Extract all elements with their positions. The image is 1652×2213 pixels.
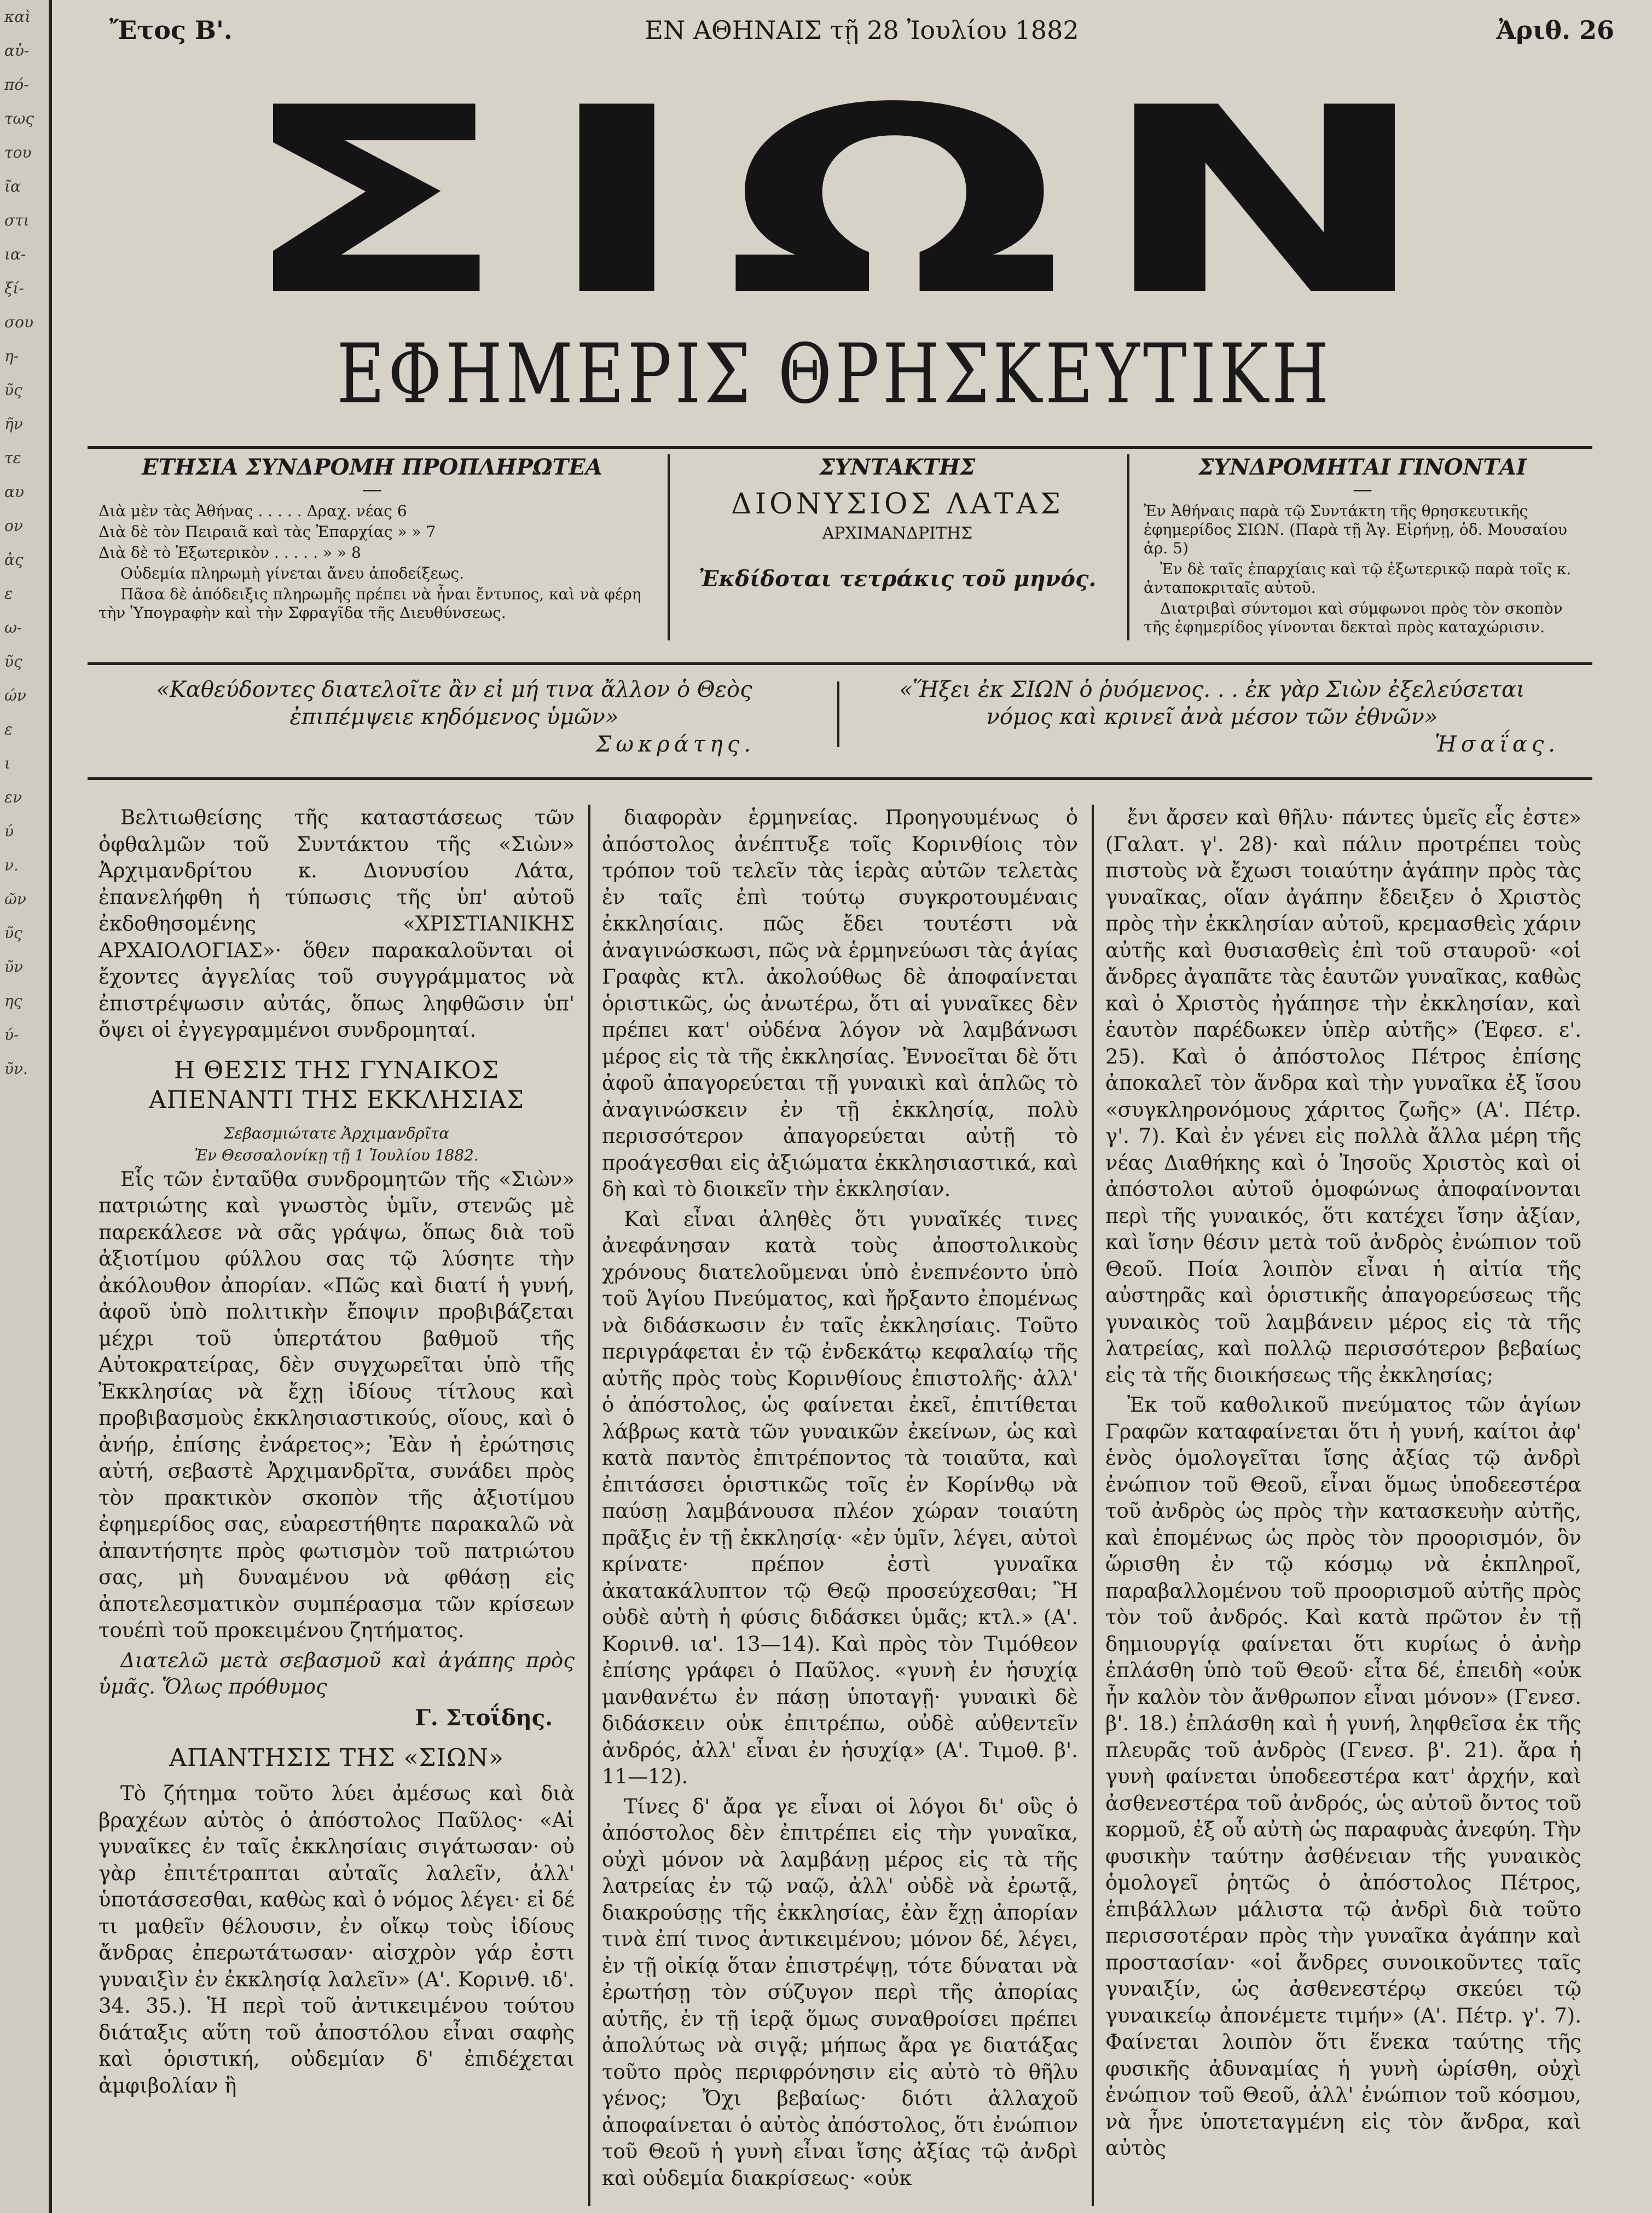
info-panel — [88, 454, 1592, 657]
mottos-divider — [837, 681, 839, 747]
rule-mottos-top — [88, 662, 1592, 665]
letter-salutation: Σεβασμιώτατε Ἀρχιμανδρῖτα — [223, 1124, 450, 1142]
gutter-fragment: ύ — [4, 822, 14, 840]
gutter-fragment: ε — [4, 720, 13, 738]
reply-paragraph-5: ἔνι ἄρσεν καὶ θῆλυ· πάντες ὑμεῖς εἷς ἐστε» (Γαλατ. γ'. 28)· καὶ πάλιν προτρέπει τοὺς πιστοὺς νὰ ἔχωσι τοιαύτην ἀγάπην πρὸς τὰς γυναῖκας, οἵαν ἀγάπην ἔδειξεν ὁ Χριστὸς πρὸς τὴν ἐκκλησίαν αὐτοῦ, κρεμασθεὶς χάριν αὐτῆς καὶ θυσιασθεὶς ἐπὶ τοῦ σταυροῦ· «οἱ ἄνδρες ἀγαπᾶτε τὰς ἑαυτῶν γυναῖκας, καθὼς καὶ ὁ Χριστὸς ἠγάπησε τὴν ἐκκλησίαν, καὶ ἑαυτὸν παρέδωκεν ὑπὲρ αὐτῆς» (Ἐφεσ. ε'. 25). Καὶ ὁ ἀπόστολος Πέτρος ἐπίσης ἀποκαλεῖ τὸν ἄνδρα καὶ τὴν γυναῖκα ἐξ ἴσου «συγκληρονόμους χάριτος ζωῆς» (Α'. Πέτρ. γ'. 7). Καὶ ἐν γένει εἰς πολλὰ ἄλλα μέρη τῆς νέας Διαθήκης καὶ ὁ Ἰησοῦς Χριστὸς καὶ οἱ ἀπόστολοι αὐτοῦ ὁμοφώνως ἀποφαίνονται περὶ τῆς γυναικός, ὅτι κατέχει ἴσην ἀξίαν, καὶ ἴσην θέσιν μετὰ τοῦ ἀνδρὸς ἐνώπιον τοῦ Θεοῦ. Ποία λοιπὸν εἶναι ἡ αἰτία τῆς αὐστηρᾶς καὶ ὁριστικῆς ἀπαγορεύσεως τῆς γυναικὸς τοῦ λαμβάνειν μέρος εἰς τὰ τῆς λατρείας, καὶ πολλῷ περισσότερον βεβαίως εἰς τὰ τῆς διοικήσεως τῆς ἐκκλησίας; — [1105, 806, 1581, 1387]
gutter-fragment: ω- — [4, 619, 22, 637]
motto-isaiah — [865, 676, 1560, 758]
gutter-fragment: ῦν — [4, 958, 24, 976]
subscription-athens: Διὰ μὲν τὰς Ἀθήνας . . . . . Δραχ. νέας 6 — [98, 502, 407, 520]
reply-paragraph-6: Ἐκ τοῦ καθολικοῦ πνεύματος τῶν ἁγίων Γραφῶν καταφαίνεται ὅτι ἡ γυνή, καίτοι ἀφ' ἑνὸς ὁμολογεῖται ἴσης ἀξίας τῷ ἀνδρὶ ἐνώπιον τοῦ Θεοῦ, εἶναι ὅμως ὑποδεεστέρα τοῦ ἀνδρὸς ὡς πρὸς τὴν κατασκευὴν αὐτῆς, καὶ ἑπομένως ὡς πρὸς τὸν προορισμόν, ὃν ὥρισθη ἐν τῷ κόσμῳ νὰ ἐκπληροῖ, παραβαλλομένου τοῦ προορισμοῦ αὐτῆς πρὸς τὸν τοῦ ἀνδρός. Καὶ κατὰ πρῶτον ἐν τῇ δημιουργίᾳ φαίνεται ὅτι κυρίως ὁ ἀνὴρ ἐπλάσθη ὑπὸ τοῦ Θεοῦ· εἶτα δέ, ἐπειδὴ «οὐκ ἦν καλὸν τὸν ἄνθρωπον εἶναι μόνον» (Γενεσ. β'. 18.) ἐπλάσθη καὶ ἡ γυνή, ληφθεῖσα ἐκ τῆς πλευρᾶς τοῦ ἀνδρὸς (Γενεσ. β'. 21). ἄρα ἡ γυνὴ φαίνεται ὑποδεεστέρα κατ' ἀρχήν, καὶ ἀσθενεστέρα τοῦ ἀνδρός, ὡς αὐτοῦ ὄντος τοῦ κορμοῦ, ἐξ οὗ αὐτὴ ὡς παραφυὰς ἀνεφύη. Τὴν φυσικὴν ταύτην ἀσθένειαν τῆς γυναικὸς ὁμολογεῖ ῥητῶς ὁ ἀπόστολος Πέτρος, ἐπιβάλλων μάλιστα τῷ ἀνδρὶ διὰ τοῦτο περισσοτέραν πρὸς τὴν γυναῖκα ἀγάπην καὶ προστασίαν· «οἱ ἄνδρες συνοικοῦντες ταῖς γυναιξίν, ὡς ἀσθενεστέρῳ σκεύει τῷ γυναικείῳ ἀπονέμετε τιμήν» (Α'. Πέτρ. γ'. 7). Φαίνεται λοιπὸν ὅτι ἕνεκα ταύτης τῆς φυσικῆς ἀδυναμίας ἡ γυνὴ ὡρίσθη, οὐχὶ ἐνώπιον τοῦ Θεοῦ, ἀλλ' ἐνώπιον τοῦ κόσμου, νὰ ἦνε ὑποτεταγμένη εἰς τὸν ἄνδρα, καὶ αὐτὸς — [1105, 1393, 1581, 2160]
gutter-fragment: αυ — [4, 483, 24, 501]
subscribers-athens: Ἐν Ἀθήναις παρὰ τῷ Συντάκτη τῆς θρησκευτικῆς ἐφημερίδος ΣΙΩΝ. (Παρὰ τῇ Ἁγ. Εἰρήνῃ, ὁδ. Μουσαίου ἀρ. 5) — [1144, 502, 1567, 557]
gutter-fragment: ῦς — [4, 652, 22, 671]
subscription-box — [98, 454, 646, 640]
gutter-fragment: ης — [4, 992, 22, 1010]
gutter-fragment: ῶν — [4, 890, 26, 908]
year-label: Ἔτος Β'. — [109, 15, 233, 45]
reply-paragraph-3: Καὶ εἶναι ἀληθὲς ὅτι γυναῖκές τινες ἀνεφάνησαν κατὰ τοὺς ἀποστολικοὺς χρόνους διατελοῦμεναι ὑπὸ ἐνεπνέοντο ὑπὸ τοῦ Ἁγίου Πνεύματος, καὶ ἤρξαντο ἐπομένως νὰ διδάσκωσιν ἐν ταῖς ἐκκλησίαις. Τοῦτο περιγράφεται ἐν τῷ ἐνδεκάτῳ κεφαλαίῳ τῆς αὐτῆς πρὸς τοὺς Κορινθίους ἐπιστολῆς· ἀλλ' ὁ ἀπόστολος, ὡς φαίνεται ἐκεῖ, ἐπιτίθεται λάβρως κατὰ τῶν γυναικῶν ἐκείνων, ὡς καὶ κατὰ παντὸς ἐπιτρέποντος τὰ τοιαῦτα, καὶ ἐπιτάσσει ὁριστικῶς τοῖς ἐν Κορίνθῳ νὰ παύσῃ λαμβάνουσα πλέον χώραν τοιαύτη πρᾶξις ἐν τῇ ἐκκλησίᾳ· «ἐν ὑμῖν, λέγει, αὐτοὶ κρίνατε· πρέπον ἐστὶ γυναῖκα ἀκατακάλυπτον τῷ Θεῷ προσεύχεσθαι; Ἢ οὐδὲ αὐτὴ ἡ φύσις διδάσκει ὑμᾶς; κτλ.» (Α'. Κορινθ. ια'. 13—14). Καὶ πρὸς τὸν Τιμόθεον ἐπίσης γράφει ὁ Παῦλος. «γυνὴ ἐν ἡσυχίᾳ μανθανέτω ἐν πάσῃ ὑποταγῇ· γυναικὶ δὲ διδάσκειν οὐκ ἐπιτρέπω, οὐδὲ αὐθεντεῖν ἀνδρός, ἀλλ' εἶναι ἐν ἡσυχίᾳ» (Α'. Τιμοθ. β'. 11—12). — [602, 1207, 1078, 1788]
gutter-fragment: ῦς — [4, 924, 22, 942]
gutter-fragment: στι — [4, 211, 30, 229]
column-2 — [602, 805, 1078, 2195]
letter-closing: Διατελῶ μετὰ σεβασμοῦ καὶ ἀγάπης πρὸς ὑμᾶς. Ὅλως πρόθυμος — [98, 1648, 575, 1698]
editor-box — [684, 454, 1111, 640]
gutter-fragment: του — [4, 143, 32, 161]
gutter-fragment: τε — [4, 449, 21, 467]
reply-paragraph-4: Τίνες δ' ἄρα γε εἶναι οἱ λόγοι δι' οὓς ὁ ἀπόστολος δὲν ἐπιτρέπει εἰς τὴν γυναῖκα, οὐχὶ μόνον νὰ λαμβάνῃ μέρος εἰς τὰ τῆς λατρείας ἐν τῷ ναῷ, ἀλλ' οὐδὲ νὰ ἐρωτᾷ, διακρούσῃς τῆς ἐκκλησίας, ἐὰν ἔχῃ ἀπορίαν τινὰ ἐπί τινος ἀντικειμένου; μόνον δέ, λέγει, ἐν τῇ οἰκίᾳ ὅταν ἐπιστρέψῃ, τότε δύναται νὰ ἐρωτήσῃ τὸν σύζυγον περὶ τῆς ἀπορίας αὐτῆς, ἐν τῇ ἱερᾷ ὅμως συναθροίσει πρέπει ἀπολύτως νὰ σιγᾷ; μήπως ἄρα γε διατάξας τοῦτο πρὸς περιφρόνησιν εἰς αὐτὸ τὸ θῆλυ γένος; Ὄχι βεβαίως· διότι ἀλλαχοῦ ἀποφαίνεται ὁ αὐτὸς ἀπόστολος, ὅτι ἐνώπιον τοῦ Θεοῦ ἡ γυνὴ εἶναι ἴσης ἀξίας τῷ ἀνδρὶ καὶ οὐδεμία διακρίσεως· «οὐκ — [602, 1794, 1078, 2190]
subscribers-dash: — — [1353, 478, 1372, 501]
motto-socrates-author: Σωκράτης. — [596, 732, 755, 757]
letter-body: Εἷς τῶν ἐνταῦθα συνδρομητῶν τῆς «Σιὼν» πατριώτης καὶ γνωστὸς ὑμῖν, στενῶς μὲ παρεκάλεσε νὰ σᾶς γράψω, ὅπως διὰ τοῦ ἀξιοτίμου φύλλου σας τῷ λύσητε τὴν ἀκόλουθον ἀπορίαν. «Πῶς καὶ διατί ἡ γυνή, ἀφοῦ ὑπὸ πολιτικὴν ἔποψιν προβιβάζεται μέχρι τοῦ ὑπερτάτου βαθμοῦ τῆς Αὐτοκρατείρας, δὲν συγχωρεῖται ὑπὸ τῆς Ἐκκλησίας νὰ ἔχῃ ἰδίους τίτλους καὶ προβιβασμοὺς ἐκκλησιαστικούς, οἵους, καὶ ὁ ἀνήρ, ἐπίσης ἐνάρετος»; Ἐὰν ἡ ἐρώτησις αὐτή, σεβαστὲ Ἀρχιμανδρῖτα, συνάδει πρὸς τὸν πρακτικὸν σκοπὸν τῆς ἀξιοτίμου ἐφημερίδος σας, εὐαρεστήθητε παρακαλῶ νὰ ἀπαντήσητε πρὸς φωτισμὸν τοῦ πατριώτου σας, μὴ δυναμένου νὰ φθάσῃ εἰς ἀποτελεσματικὸν συμπέρασμα τῶν κρίσεων τουέπὶ τοῦ προκειμένου ζητήματος. — [98, 1167, 575, 1642]
gutter-fragment: εν — [4, 788, 22, 806]
motto-socrates — [153, 676, 755, 758]
editor-title: ΑΡΧΙΜΑΝΔΡΙΤΗΣ — [822, 524, 973, 543]
article-heading: Η ΘΕΣΙΣ ΤΗΣ ΓΥΝΑΙΚΟΣ ΑΠΕΝΑΝΤΙ ΤΗΣ ΕΚΚΛΗΣΙΑΣ — [149, 1056, 524, 1114]
mottos-row — [88, 676, 1592, 758]
gutter-fragment: ῆν — [4, 415, 23, 433]
reply-paragraph-2: διαφορὰν ἑρμηνείας. Προηγουμένως ὁ ἀπόστολος ἀνέπτυξε τοῖς Κορινθίοις τὸν τρόπον τοῦ τελεῖν τὰς ἱερὰς αὐτῶν τελετὰς ἐν ταῖς ἐπὶ τούτῳ συγκροτουμέναις ἐκκλησίαις. πῶς ἔδει τουτέστι νὰ ἀναγινώσκωσι, πῶς νὰ ἑρμηνεύωσι τὰς ἁγίας Γραφὰς κτλ. ἀκολούθως δὲ ἀποφαίνεται ὁριστικῶς, ὡς ἀνωτέρω, ὅτι αἱ γυναῖκες δὲν πρέπει κατ' οὐδένα λόγον νὰ λαμβάνωσι μέρος εἰς τὰ τῆς ἐκκλησίας. Ἐννοεῖται δὲ ὅτι ἀφοῦ ἀπαγορεύεται τῇ γυναικὶ καὶ ἁπλῶς τὸ ἀναγινώσκειν ἐν τῇ ἐκκλησίᾳ, πολὺ περισσότερον ἀπαγορεύεται αὐτῇ τὸ προάγεσθαι εἰς ἀξιώματα ἐκκλησιαστικά, καὶ δὴ καὶ τὸ διοικεῖν τὴν ἐκκλησίαν. — [602, 806, 1078, 1201]
motto-isaiah-author: Ἡσαΐας. — [1435, 732, 1560, 757]
column-1 — [98, 805, 575, 2102]
adjacent-page-margin — [0, 0, 52, 2213]
gutter-fragment: καὶ — [4, 8, 31, 26]
subscribers-box — [1144, 454, 1581, 640]
letter-signature: Γ. Στοΐδης. — [415, 1704, 553, 1731]
gutter-fragment: ῖα — [4, 177, 21, 195]
announcement: Βελτιωθείσης τῆς καταστάσεως τῶν ὀφθαλμῶν τοῦ Συντάκτου τῆς «Σιὼν» Ἀρχιμανδρίτου κ. Διονυσίου Λάτα, ἐπανελήφθη ἡ τύπωσις τῆς ὑπ' αὐτοῦ ἐκδοθησομένης «ΧΡΙΣΤΙΑΝΙΚΗΣ ΑΡΧΑΙΟΛΟΓΙΑΣ»· ὅθεν παρακαλοῦνται οἱ ἔχοντες ἀγγελίας τοῦ συγγράμματος νὰ ἐπιστρέψωσιν αὐτάς, ὅπως ληφθῶσιν ὑπ' ὄψει οἱ ἐγγεγραμμένοι συνδρομηταί. — [98, 806, 575, 1042]
gutter-fragment: αὐ- — [4, 42, 30, 60]
newspaper-page — [88, 0, 1636, 2213]
subscription-receipt-rule: Πᾶσα δὲ ἀπόδειξις πληρωμῆς πρέπει νὰ ἦναι ἔντυπος, καὶ νὰ φέρη τὴν Ὑπογραφὴν καὶ τὴν Σφραγῖδα τῆς Διευθύνσεως. — [98, 585, 641, 622]
subscription-receipt-note: Οὐδεμία πληρωμὴ γίνεται ἄνευ ἀποδείξεως. — [120, 564, 465, 582]
subscription-heading: ΕΤΗΣΙΑ ΣΥΝΔΡΟΜΗ ΠΡΟΠΛΗΡΩΤΕΑ — [142, 454, 602, 480]
column-divider-1 — [588, 805, 590, 2206]
publication-frequency: Ἐκδίδοται τετράκις τοῦ μηνός. — [698, 566, 1097, 592]
motto-socrates-text: «Καθεύδοντες διατελοῖτε ἂν εἰ μή τινα ἄλλον ὁ Θεὸς ἐπιπέμψειε κηδόμενος ὑμῶν» — [156, 677, 752, 730]
reply-paragraph-1: Τὸ ζήτημα τοῦτο λύει ἀμέσως καὶ διὰ βραχέων αὐτὸς ὁ ἀπόστολος Παῦλος· «Αἱ γυναῖκες ἐν ταῖς ἐκκλησίαις σιγάτωσαν· οὐ γὰρ ἐπιτέτραπται αὐταῖς λαλεῖν, ἀλλ' ὑποτάσσεσθαι, καθὼς καὶ ὁ νόμος λέγει· εἰ δέ τι μαθεῖν θέλουσιν, ἐν οἴκῳ τοὺς ἰδίους ἄνδρας ἐπερωτάτωσαν· αἰσχρὸν γάρ ἐστι γυναιξὶν ἐν ἐκκλησίᾳ λαλεῖν» (Α'. Κορινθ. ιδ'. 34. 35.). Ἡ περὶ τοῦ ἀντικειμένου τούτου διάταξις αὕτη τοῦ ἀποστόλου εἶναι σαφὴς καὶ ὁριστική, οὐδεμίαν δ' ἐπιδέχεται ἀμφιβολίαν ἢ — [98, 1782, 575, 2098]
masthead-subtitle: ΕΦΗΜΕΡΙΣ ΘΡΗΣΚΕΥΤΙΚΗ — [337, 327, 1332, 423]
subscription-dash: — — [362, 478, 382, 501]
info-divider-right — [1127, 454, 1129, 640]
gutter-fragment: ξί- — [4, 279, 24, 297]
gutter-fragment: ε — [4, 585, 13, 603]
reply-heading: ΑΠΑΝΤΗΣΙΣ ΤΗΣ «ΣΙΩΝ» — [169, 1744, 504, 1772]
header-line — [109, 15, 1614, 48]
gutter-fragment: η- — [4, 347, 19, 365]
gutter-fragment: ῦς — [4, 381, 22, 399]
subscribers-provinces: Ἐν δὲ ταῖς ἐπαρχίαις καὶ τῷ ἐξωτερικῷ παρὰ τοῖς κ. ἀνταποκριταῖς αὐτοῦ. — [1144, 560, 1572, 597]
gutter-fragment: ῦν. — [4, 1060, 28, 1078]
masthead-title: ΣΙΩΝ — [236, 53, 1465, 352]
gutter-fragment: ον — [4, 517, 23, 535]
rule-body-top — [88, 777, 1592, 780]
column-3 — [1105, 805, 1581, 2165]
subscribers-heading: ΣΥΝΔΡΟΜΗΤΑΙ ΓΙΝΟΝΤΑΙ — [1198, 454, 1527, 480]
editor-heading: ΣΥΝΤΑΚΤΗΣ — [819, 454, 976, 480]
gutter-fragment: σου — [4, 313, 33, 331]
gutter-fragment: ν. — [4, 856, 19, 874]
gutter-fragment: πό- — [4, 76, 29, 94]
gutter-fragment: τως — [4, 109, 34, 128]
subscription-abroad: Διὰ δὲ τὸ Ἐξωτερικὸν . . . . . » » 8 — [98, 544, 361, 562]
gutter-fragment: ών — [4, 686, 26, 704]
article-body — [88, 805, 1592, 2206]
subscription-provinces: Διὰ δὲ τὸν Πειραιᾶ καὶ τὰς Ἐπαρχίας » » 7 — [98, 523, 436, 541]
gutter-fragment: ι — [4, 754, 10, 772]
subscribers-articles: Διατριβαὶ σύντομοι καὶ σύμφωνοι πρὸς τὸν σκοπὸν τῆς ἐφημερίδος γίνονται δεκταὶ πρὸς καταχώρισιν. — [1144, 599, 1563, 636]
dateline: ΕΝ ΑΘΗΝΑΙΣ τῇ 28 Ἰουλίου 1882 — [645, 15, 1079, 45]
editor-name: ΔΙΟΝΥΣΙΟΣ ΛΑΤΑΣ — [731, 488, 1064, 521]
info-divider-left — [668, 454, 670, 640]
issue-number: Ἀριθ. 26 — [1496, 15, 1614, 45]
column-divider-2 — [1092, 805, 1094, 2206]
gutter-fragment: ια- — [4, 245, 26, 263]
gutter-fragment: ύ- — [4, 1026, 19, 1044]
gutter-fragment: ἀς — [4, 551, 24, 569]
motto-isaiah-text: «Ἥξει ἐκ ΣΙΩΝ ὁ ῥυόμενος. . . ἐκ γὰρ Σιὼν ἐξελεύσεται νόμος καὶ κρινεῖ ἀνὰ μέσον τῶν ἐθνῶν» — [899, 677, 1525, 730]
letter-place-date: Ἐν Θεσσαλονίκῃ τῇ 1 Ἰουλίου 1882. — [194, 1146, 479, 1164]
rule-top-info — [88, 446, 1592, 449]
